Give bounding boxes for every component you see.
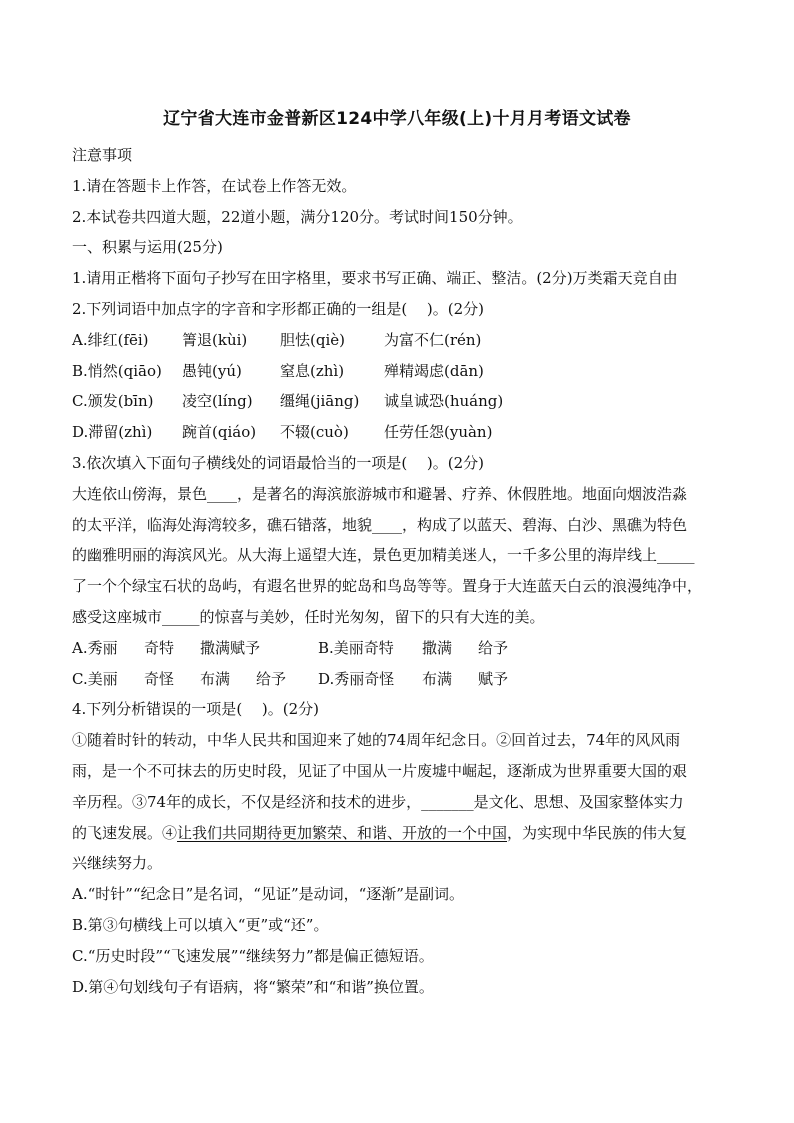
passage-line: 雨，是一个不可抹去的历史时段，见证了中国从一片废墟中崛起，逐渐成为世界重要大国的艰 xyxy=(72,761,688,780)
option-word: 不辍(cuò) xyxy=(280,423,349,442)
passage-line-underlined: 的飞速发展。④让我们共同期待更加繁荣、和谐、开放的一个中国，为实现中华民族的伟大复 xyxy=(72,823,688,842)
question-3-passage xyxy=(72,479,722,633)
option-word: 踠首(qiáo) xyxy=(182,423,257,442)
question-2-option-b xyxy=(72,356,722,387)
option-word: 殚精竭虑(dān) xyxy=(384,361,484,380)
question-4-stem: 4.下列分析错误的一项是( )。(2分) xyxy=(72,700,320,719)
option-word: C.美丽 xyxy=(72,669,118,688)
note-2: 2.本试卷共四道大题，22道小题，满分120分。考试时间150分钟。 xyxy=(72,207,523,226)
question-4-option-d: D.第④句划线句子有语病，将“繁荣”和“和谐”换位置。 xyxy=(72,977,434,996)
option-word: 给予 xyxy=(256,669,287,688)
passage-line: 大连依山傍海，景色____，是著名的海滨旅游城市和避暑、疗养、休假胜地。地面向烟波浩淼 xyxy=(72,484,688,503)
option-word: 布满 xyxy=(422,669,453,688)
question-4-option-a: A.“时针”“纪念日”是名词，“见证”是动词，“逐渐”是副词。 xyxy=(72,885,464,904)
option-word: 窒息(zhì) xyxy=(280,361,345,380)
question-2-option-c xyxy=(72,386,722,417)
passage-line: ①随着时针的转动，中华人民共和国迎来了她的74周年纪念日。②回首过去，74年的风风雨 xyxy=(72,731,681,750)
option-word: 奇怪 xyxy=(144,669,175,688)
passage-line: 兴继续努力。 xyxy=(72,854,163,873)
question-3-options-cd xyxy=(72,664,722,695)
option-word: A.绯红(fēi) xyxy=(72,330,149,349)
option-word: A.秀丽 xyxy=(72,638,118,657)
option-word: 赋予 xyxy=(478,669,509,688)
underlined-sentence: 让我们共同期待更加繁荣、和谐、开放的一个中国 xyxy=(177,823,508,842)
option-word: 诚皇诚恐(huáng) xyxy=(384,392,504,411)
option-word: B.美丽奇特 xyxy=(318,638,394,657)
option-word: C.颁发(bīn) xyxy=(72,392,154,411)
notes-header: 注意事项 xyxy=(72,146,133,164)
exam-content xyxy=(72,140,722,1002)
option-word: 为富不仁(rén) xyxy=(384,330,482,349)
question-4-passage xyxy=(72,725,722,879)
question-2-stem: 2.下列词语中加点字的字音和字形都正确的一组是( )。(2分) xyxy=(72,299,485,318)
passage-line: 的幽雅明丽的海滨风光。从大海上遥望大连，景色更加精美迷人，一千多公里的海岸线上_____ xyxy=(72,546,695,565)
question-3-options-ab xyxy=(72,633,722,664)
passage-line: 的太平洋，临海处海湾较多，礁石错落，地貌____，构成了以蓝天、碧海、白沙、黑礁为特色 xyxy=(72,515,688,534)
passage-line: 了一个个绿宝石状的岛屿，有遐名世界的蛇岛和鸟岛等等。置身于大连蓝天白云的浪漫纯净中， xyxy=(72,577,703,596)
section-1-heading: 一、积累与运用(25分) xyxy=(72,238,223,257)
option-word: 奇特 xyxy=(144,638,175,657)
option-word: D.滞留(zhì) xyxy=(72,423,153,442)
option-word: 撒满赋予 xyxy=(200,638,261,657)
option-word: B.悄然(qiāo) xyxy=(72,361,162,380)
option-word: 愚钝(yú) xyxy=(182,361,242,380)
question-2-option-a xyxy=(72,325,722,356)
note-1: 1.请在答题卡上作答，在试卷上作答无效。 xyxy=(72,176,357,195)
question-4-option-c: C.“历史时段”“飞速发展”“继续努力”都是偏正德短语。 xyxy=(72,946,434,965)
option-word: 凌空(líng) xyxy=(182,392,253,411)
option-word: 缰绳(jiāng) xyxy=(280,392,360,411)
option-word: 任劳任怨(yuàn) xyxy=(384,423,493,442)
option-word: 给予 xyxy=(478,638,509,657)
exam-title: 辽宁省大连市金普新区124中学八年级(上)十月月考语文试卷 xyxy=(163,109,631,129)
option-word: 箐退(kùi) xyxy=(182,330,248,349)
option-word: D.秀丽奇怪 xyxy=(318,669,395,688)
question-2-option-d xyxy=(72,417,722,448)
option-word: 布满 xyxy=(200,669,231,688)
question-4-option-b: B.第③句横线上可以填入“更”或“还”。 xyxy=(72,915,329,934)
option-word: 胆怯(qiè) xyxy=(280,330,345,349)
passage-line: 辛历程。③74年的成长，不仅是经济和技术的进步，_______是文化、思想、及国家整体实力 xyxy=(72,792,684,811)
question-3-stem: 3.依次填入下面句子横线处的词语最恰当的一项是( )。(2分) xyxy=(72,453,485,472)
option-word: 撒满 xyxy=(422,638,453,657)
question-1: 1.请用正楷将下面句子抄写在田字格里，要求书写正确、端正、整洁。(2分)万类霜天竞自由 xyxy=(72,269,678,288)
passage-line: 感受这座城市_____的惊喜与美妙，任时光匆匆，留下的只有大连的美。 xyxy=(72,607,545,626)
